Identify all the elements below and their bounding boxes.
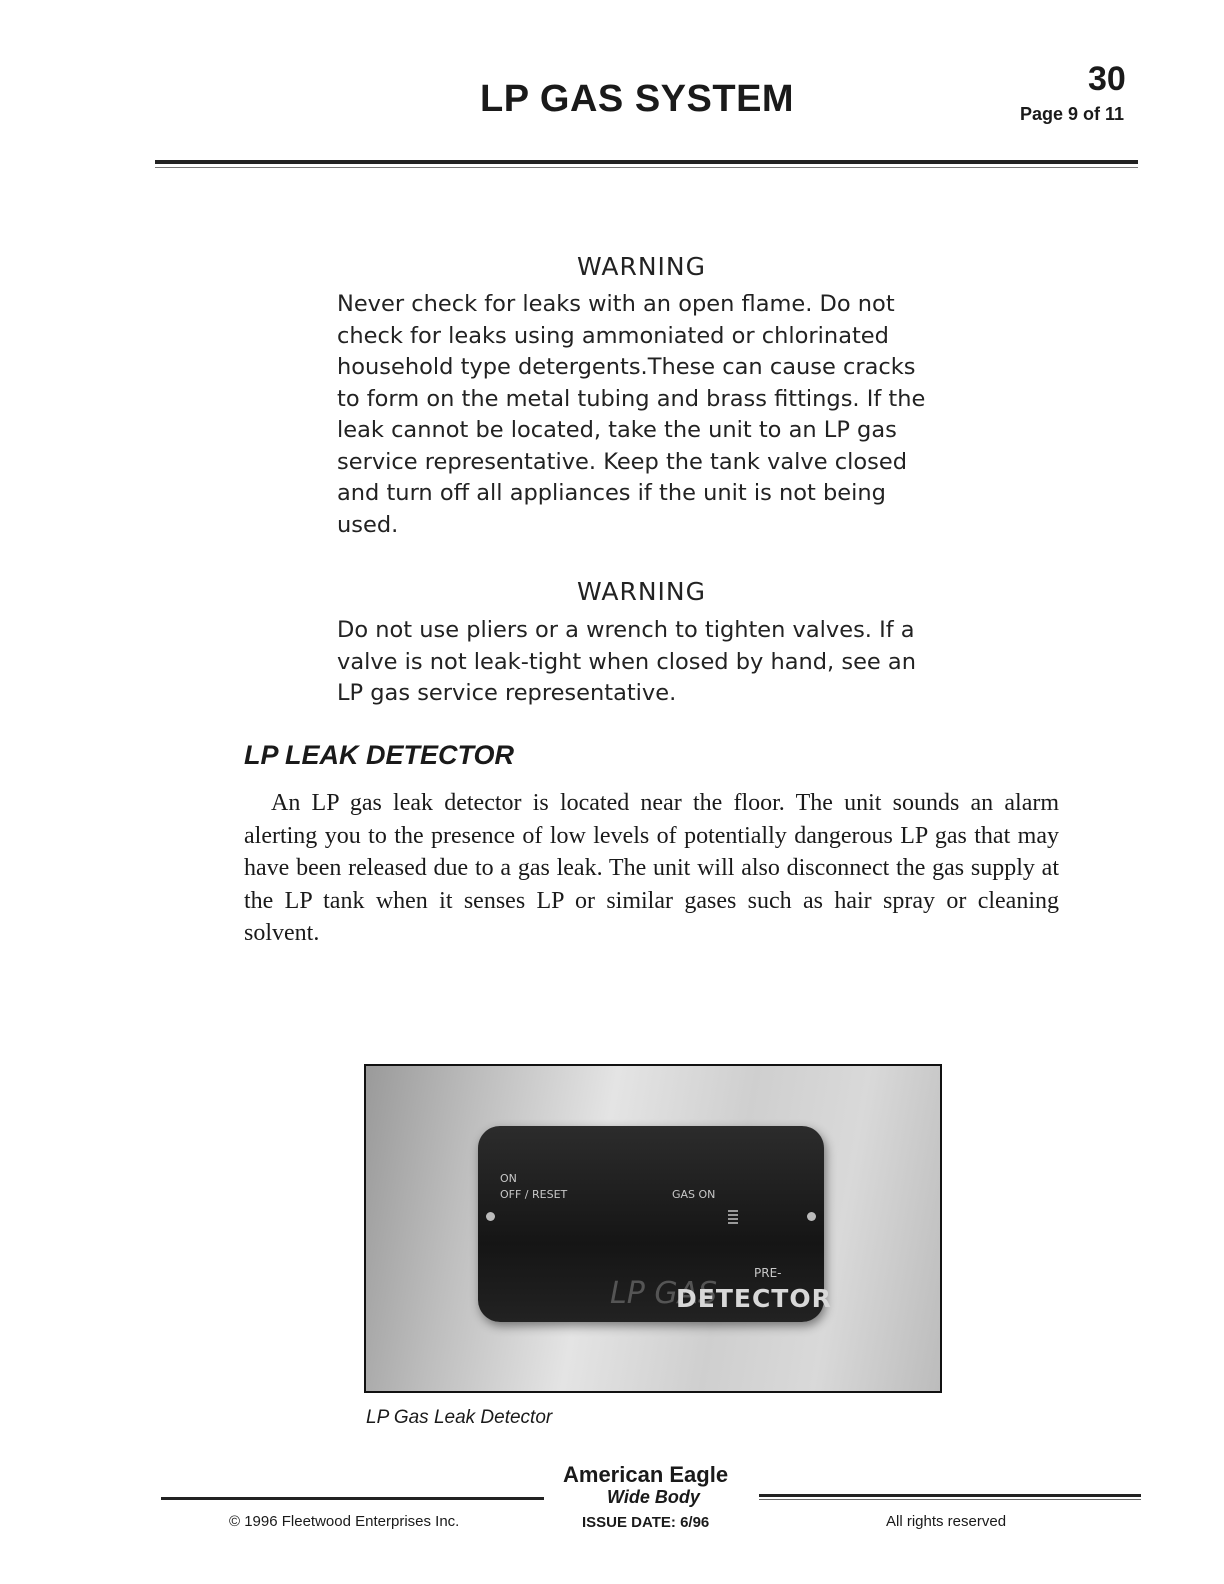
- page-indicator: Page 9 of 11: [1020, 104, 1125, 124]
- screw-right-icon: [807, 1212, 816, 1221]
- issue-date: ISSUE DATE: 6/96: [582, 1514, 710, 1531]
- copyright: © 1996 Fleetwood Enterprises Inc.: [229, 1513, 460, 1530]
- warning-title-2: WARNING: [577, 577, 706, 606]
- header-rule-thin: [155, 167, 1138, 168]
- warning-body-2: [337, 615, 977, 710]
- device-label-on: ON: [500, 1172, 517, 1185]
- footer-rule-right: [759, 1494, 1141, 1497]
- page-title: LP GAS SYSTEM: [480, 78, 795, 120]
- warning-line: and turn off all appliances if the unit is not being: [337, 480, 886, 506]
- warning-title-1: WARNING: [577, 252, 706, 281]
- warning-line: check for leaks using ammoniated or chlorinated: [337, 322, 889, 349]
- rights-notice: All rights reserved: [886, 1513, 1007, 1530]
- device-detector-label: DETECTOR: [676, 1284, 832, 1313]
- warning-line: Do not use pliers or a wrench to tighten valves. If a: [337, 617, 915, 643]
- device-lp-gas-label: LP GAS: [610, 1276, 718, 1311]
- gas-detector-device: [478, 1126, 832, 1322]
- detector-photo: [364, 1064, 942, 1393]
- device-label-off-reset: OFF / RESET: [500, 1188, 568, 1201]
- footer-rule-left: [161, 1497, 544, 1500]
- device-brand-label: PRE-: [754, 1266, 782, 1280]
- warning-line: household type detergents.These can cause cracks: [337, 354, 916, 380]
- speaker-grille-icon: [728, 1210, 738, 1226]
- figure-caption: LP Gas Leak Detector: [366, 1407, 553, 1428]
- footer-brand: American Eagle: [563, 1462, 729, 1487]
- warning-line: Never check for leaks with an open flame. Do not: [337, 291, 895, 317]
- device-label-gas-on: GAS ON: [672, 1188, 716, 1201]
- footer-model: Wide Body: [607, 1487, 700, 1507]
- section-number: 30: [1088, 60, 1126, 98]
- warning-line: LP gas service representative.: [337, 680, 677, 706]
- warning-line: used.: [337, 511, 399, 538]
- warning-line: valve is not leak-tight when closed by hand, see an: [337, 648, 916, 675]
- section-body: An LP gas leak detector is located near the floor. The unit sounds an alarm alerting you to the presence of low levels of potentially dangerous LP gas that may have been released due to a gas leak. The unit will also disconnect the gas supply at the LP tank when it senses LP or similar gases such as hair spray or cleaning solvent.: [244, 790, 1059, 946]
- warning-line: to form on the metal tubing and brass fittings. If the: [337, 385, 926, 412]
- warning-line: service representative. Keep the tank valve closed: [337, 448, 907, 475]
- screw-left-icon: [486, 1212, 495, 1221]
- section-heading: LP LEAK DETECTOR: [244, 740, 515, 770]
- footer-rule-right-thin: [759, 1499, 1141, 1500]
- warning-body-1: [337, 289, 977, 541]
- warning-line: leak cannot be located, take the unit to an LP gas: [337, 417, 897, 443]
- header-rule: [155, 160, 1138, 164]
